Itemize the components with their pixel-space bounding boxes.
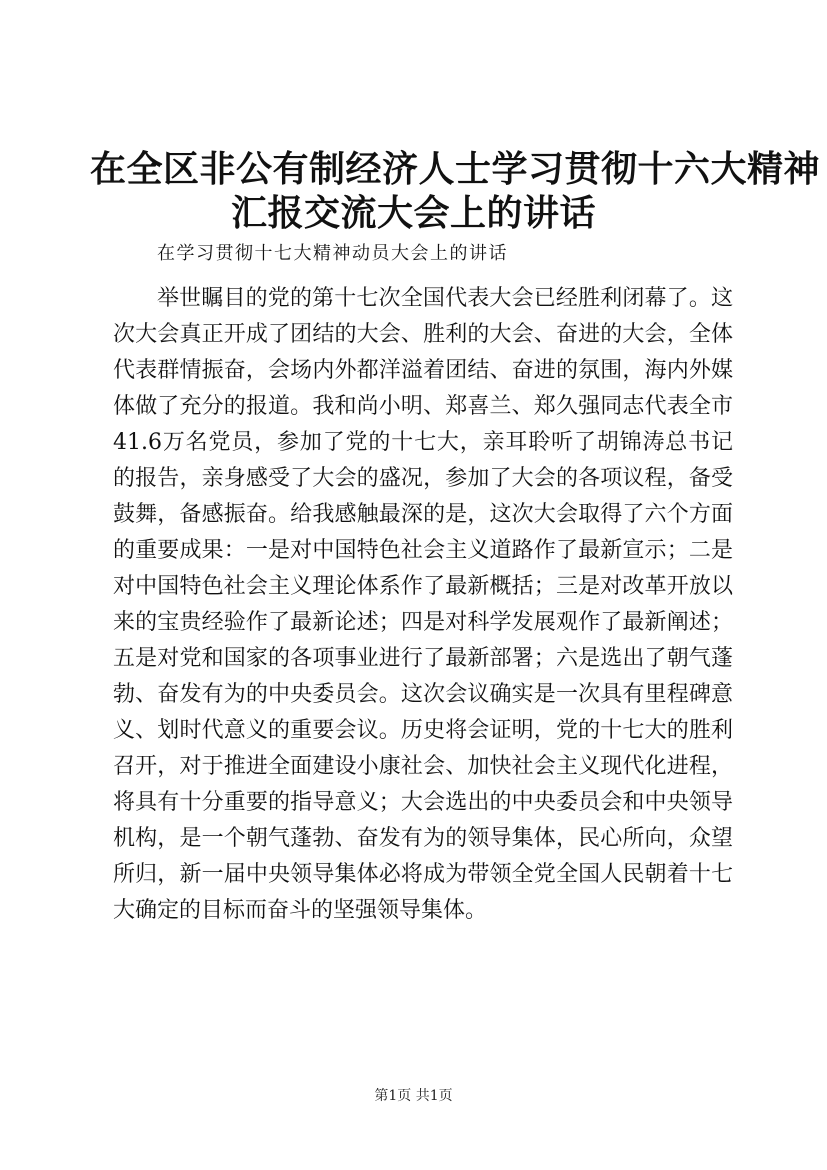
document-title-line-1: 在全区非公有制经济人士学习贯彻十六大精神 xyxy=(90,148,821,190)
body-line: 召开，对于推进全面建设小康社会、加快社会主义现代化进程， xyxy=(113,754,733,779)
body-line: 鼓舞，备感振奋。给我感触最深的是，这次大会取得了六个方面 xyxy=(113,502,733,527)
page-number-footer: 第1页 共1页 xyxy=(374,1088,453,1104)
body-line: 大确定的目标而奋斗的坚强领导集体。 xyxy=(113,898,488,923)
body-line: 所归，新一届中央领导集体必将成为带领全党全国人民朝着十七 xyxy=(113,862,733,887)
body-line: 的报告，亲身感受了大会的盛况，参加了大会的各项议程，备受 xyxy=(113,466,733,491)
body-line: 的重要成果：一是对中国特色社会主义道路作了最新宣示；二是 xyxy=(113,538,733,563)
body-line: 来的宝贵经验作了最新论述；四是对科学发展观作了最新阐述； xyxy=(113,610,733,635)
body-line: 将具有十分重要的指导意义；大会选出的中央委员会和中央领导 xyxy=(113,790,733,815)
body-line: 举世瞩目的党的第十七次全国代表大会已经胜利闭幕了。这 xyxy=(157,286,733,311)
document-title-line-2: 汇报交流大会上的讲话 xyxy=(230,192,596,234)
body-line: 勃、奋发有为的中央委员会。这次会议确实是一次具有里程碑意 xyxy=(113,682,733,707)
document-subtitle: 在学习贯彻十七大精神动员大会上的讲话 xyxy=(157,243,508,264)
body-line: 义、划时代意义的重要会议。历史将会证明，党的十七大的胜利 xyxy=(113,718,733,743)
body-paragraph xyxy=(113,281,733,929)
body-line: 对中国特色社会主义理论体系作了最新概括；三是对改革开放以 xyxy=(113,574,733,599)
body-line: 体做了充分的报道。我和尚小明、郑喜兰、郑久强同志代表全市 xyxy=(113,394,733,419)
body-line: 代表群情振奋，会场内外都洋溢着团结、奋进的氛围，海内外媒 xyxy=(113,358,733,383)
body-line: 41.6万名党员，参加了党的十七大，亲耳聆听了胡锦涛总书记 xyxy=(113,430,733,455)
body-line: 次大会真正开成了团结的大会、胜利的大会、奋进的大会，全体 xyxy=(113,322,733,347)
body-line: 机构，是一个朝气蓬勃、奋发有为的领导集体，民心所向，众望 xyxy=(113,826,733,851)
body-line: 五是对党和国家的各项事业进行了最新部署；六是选出了朝气蓬 xyxy=(113,646,733,671)
